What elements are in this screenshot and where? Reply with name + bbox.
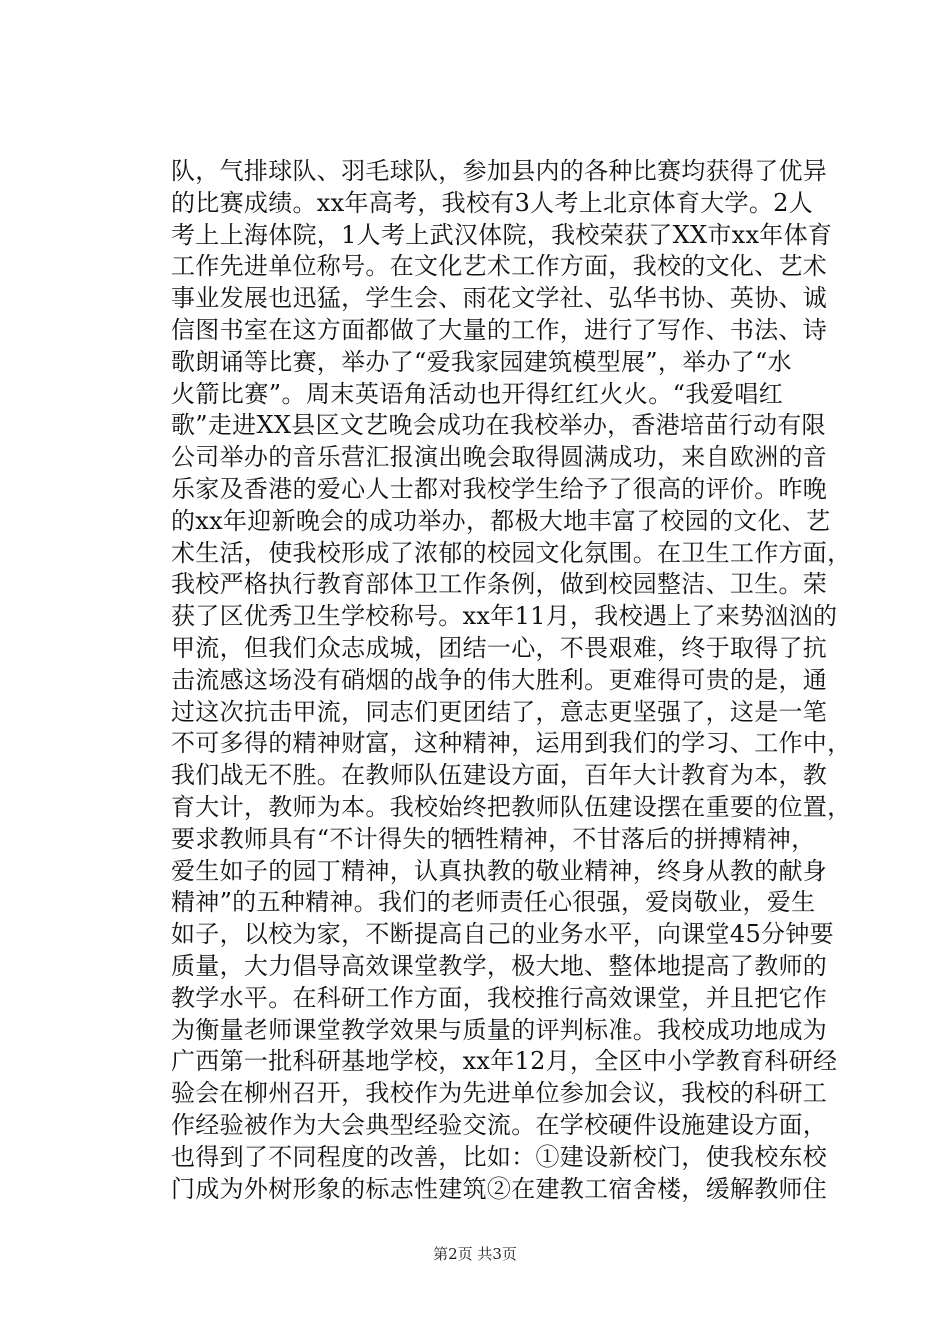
text-line: 门成为外树形象的标志性建筑②在建教工宿舍楼，缓解教师住 <box>171 1174 828 1203</box>
text-line: 也得到了不同程度的改善，比如：①建设新校门，使我校东校 <box>171 1142 828 1171</box>
text-line: 质量，大力倡导高效课堂教学，极大地、整体地提高了教师的 <box>171 951 828 980</box>
text-line: 火箭比赛”。周末英语角活动也开得红红火火。“我爱唱红 <box>171 379 783 408</box>
text-line: 广西第一批科研基地学校，xx年12月，全区中小学教育科研经 <box>171 1047 838 1076</box>
text-line: 歌”走进XX县区文艺晚会成功在我校举办，香港培苗行动有限 <box>171 411 826 440</box>
text-line: 乐家及香港的爱心人士都对我校学生给予了很高的评价。昨晚 <box>171 474 828 503</box>
text-line: 验会在柳州召开，我校作为先进单位参加会议，我校的科研工 <box>171 1079 828 1108</box>
text-line: 我校严格执行教育部体卫工作条例，做到校园整洁、卫生。荣 <box>171 570 828 599</box>
text-line: 信图书室在这方面都做了大量的工作，进行了写作、书法、诗 <box>171 315 828 344</box>
text-line: 考上上海体院，1人考上武汉体院，我校荣获了XX市xx年体育 <box>171 220 833 249</box>
text-line: 要求教师具有“不计得失的牺牲精神，不甘落后的拼搏精神， <box>171 824 816 853</box>
text-line: 工作先进单位称号。在文化艺术工作方面，我校的文化、艺术 <box>171 252 828 281</box>
text-line: 如子，以校为家，不断提高自己的业务水平，向课堂45分钟要 <box>171 920 834 949</box>
text-line: 获了区优秀卫生学校称号。xx年11月，我校遇上了来势汹汹的 <box>171 602 838 631</box>
text-line: 不可多得的精神财富，这种精神，运用到我们的学习、工作中， <box>171 729 852 758</box>
text-line: 过这次抗击甲流，同志们更团结了，意志更坚强了，这是一笔 <box>171 697 828 726</box>
text-line: 精神”的五种精神。我们的老师责任心很强，爱岗敬业，爱生 <box>171 888 816 917</box>
text-line: 公司举办的音乐营汇报演出晚会取得圆满成功，来自欧洲的音 <box>171 443 828 472</box>
text-line: 队，气排球队、羽毛球队，参加县内的各种比赛均获得了优异 <box>171 157 828 185</box>
text-line: 爱生如子的园丁精神，认真执教的敬业精神，终身从教的献身 <box>171 856 828 885</box>
text-line: 歌朗诵等比赛，举办了“爱我家园建筑模型展”，举办了“水 <box>171 347 792 376</box>
text-line: 育大计，教师为本。我校始终把教师队伍建设摆在重要的位置， <box>171 792 852 821</box>
text-line: 的xx年迎新晚会的成功举办，都极大地丰富了校园的文化、艺 <box>171 506 831 535</box>
page-footer <box>0 1244 950 1264</box>
body-text <box>171 156 852 1205</box>
text-line: 作经验被作为大会典型经验交流。在学校硬件设施建设方面， <box>171 1110 828 1139</box>
text-line: 击流感这场没有硝烟的战争的伟大胜利。更难得可贵的是，通 <box>171 665 828 694</box>
text-line: 我们战无不胜。在教师队伍建设方面，百年大计教育为本，教 <box>171 761 828 790</box>
text-line: 甲流，但我们众志成城，团结一心，不畏艰难，终于取得了抗 <box>171 633 828 662</box>
text-line: 术生活，使我校形成了浓郁的校园文化氛围。在卫生工作方面， <box>171 538 852 567</box>
page-number-label: 第2页 共3页 <box>433 1245 517 1263</box>
text-line: 教学水平。在科研工作方面，我校推行高效课堂，并且把它作 <box>171 983 828 1012</box>
text-line: 的比赛成绩。xx年高考，我校有3人考上北京体育大学。2人 <box>171 188 814 217</box>
text-line: 事业发展也迅猛，学生会、雨花文学社、弘华书协、英协、诚 <box>171 284 828 313</box>
text-line: 为衡量老师课堂教学效果与质量的评判标准。我校成功地成为 <box>171 1015 828 1044</box>
